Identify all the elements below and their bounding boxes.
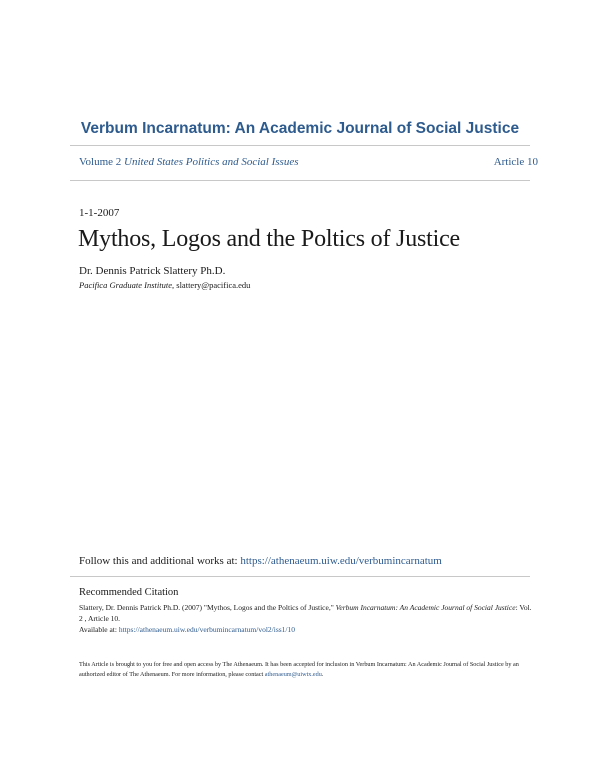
issue-row xyxy=(79,156,538,168)
citation-volume: : Vol. 2 , Article 10. xyxy=(79,603,532,623)
publication-date: 1-1-2007 xyxy=(79,207,120,219)
citation-journal: Verbum Incarnatum: An Academic Journal of Social Justice xyxy=(335,603,516,612)
volume-link[interactable]: Volume 2 xyxy=(79,156,122,168)
header-top-rule xyxy=(70,145,530,146)
recommended-citation-heading: Recommended Citation xyxy=(79,587,179,598)
issue-title-link[interactable]: United States Politics and Social Issues xyxy=(124,156,299,168)
affiliation-email: , slattery@pacifica.edu xyxy=(172,280,251,290)
affiliation-institution: Pacifica Graduate Institute xyxy=(79,280,173,290)
author-affiliation xyxy=(79,280,250,290)
article-title: Mythos, Logos and the Poltics of Justice xyxy=(78,226,460,252)
access-notice xyxy=(79,660,529,680)
author-name: Dr. Dennis Patrick Slattery Ph.D. xyxy=(79,265,226,277)
citation-text xyxy=(79,602,534,635)
citation-rule xyxy=(70,576,530,577)
follow-url-link[interactable]: https://athenaeum.uiw.edu/verbumincarnatum xyxy=(240,555,442,567)
available-label: Available at: xyxy=(79,625,119,634)
notice-text: This Article is brought to you for free and open access by The Athenaeum. It has been accepted for inclusion in Verbum Incarnatum: An Academic Journal of Social Justice by an authorized editor of The Athenaeum. For more information, please contact xyxy=(79,661,519,678)
follow-label: Follow this and additional works at: xyxy=(79,555,241,567)
header-bottom-rule xyxy=(70,180,530,181)
contact-email-link[interactable]: athenaeum@uiwtx.edu xyxy=(264,671,322,678)
available-url-link[interactable]: https://athenaeum.uiw.edu/verbumincarnatum/vol2/iss1/10 xyxy=(118,625,295,634)
journal-title[interactable]: Verbum Incarnatum: An Academic Journal of Social Justice xyxy=(80,120,520,137)
citation-available xyxy=(79,625,295,634)
citation-authors: Slattery, Dr. Dennis Patrick Ph.D. (2007) "Mythos, Logos and the Poltics of Justice," xyxy=(79,603,336,612)
follow-line xyxy=(79,555,442,567)
notice-end: . xyxy=(321,671,324,678)
article-number-link[interactable]: Article 10 xyxy=(493,156,538,168)
